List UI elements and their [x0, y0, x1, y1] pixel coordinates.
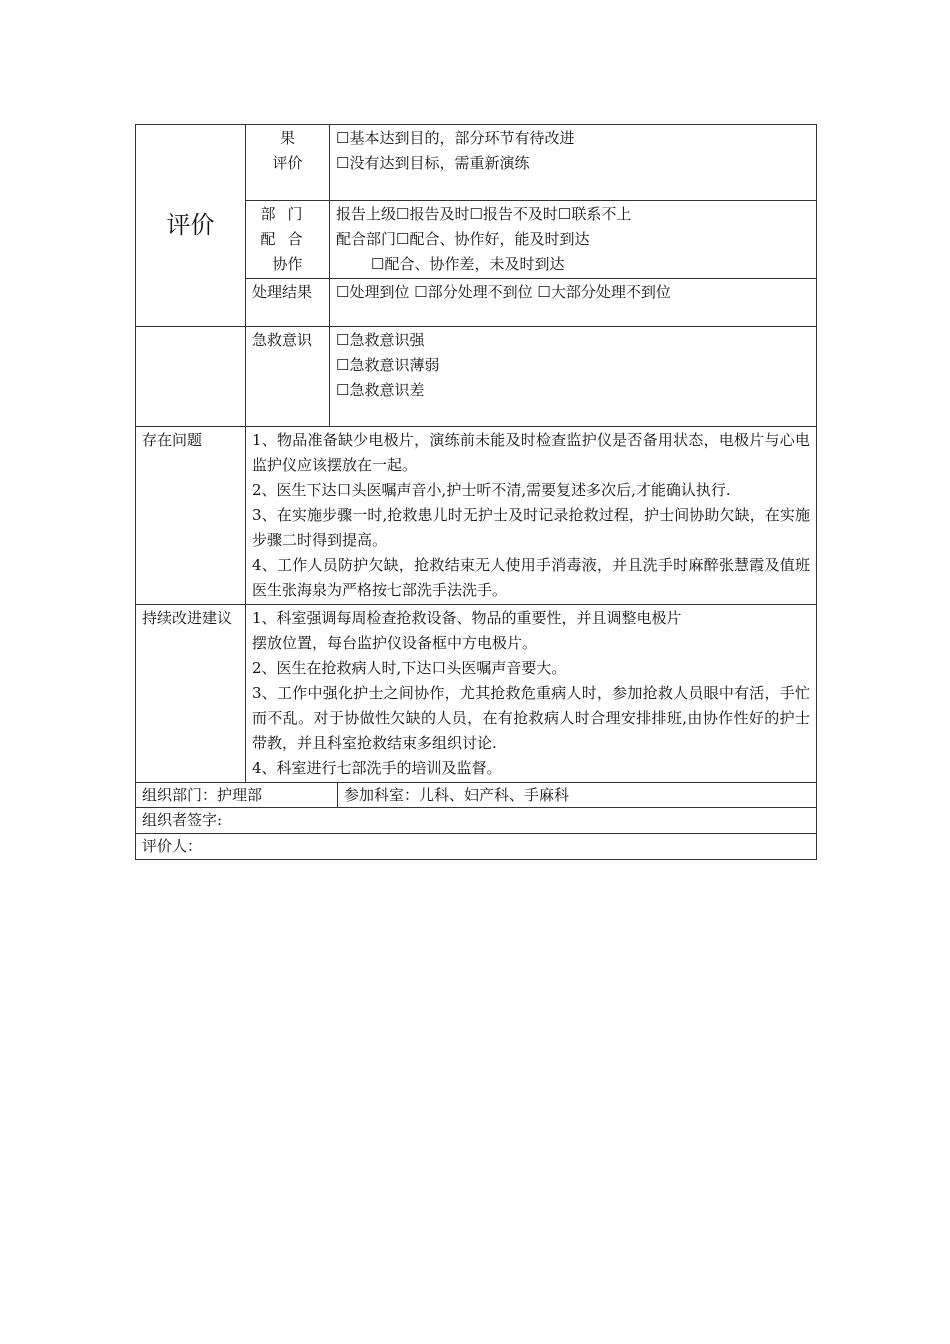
dept-coop-label-line2: 配合 [260, 230, 315, 248]
dept-coop-label-line1: 部门 [260, 205, 315, 223]
improvement-item-4: 4、科室进行七部洗手的培训及监督。 [252, 759, 502, 777]
row-organizer-sign [136, 808, 817, 834]
dept-coop-label-line3: 协作 [272, 255, 303, 273]
first-aid-option-2: ☐急救意识薄弱 [336, 356, 440, 374]
result-eval-option-1: ☐基本达到目的，部分环节有待改进 [336, 129, 575, 147]
first-aid-options [330, 327, 817, 427]
result-eval-label-line2: 评价 [272, 154, 303, 172]
form-table [135, 124, 817, 860]
evaluator-cell: 评价人： [136, 834, 817, 860]
row-problems [136, 427, 817, 605]
row-improvement [136, 605, 817, 783]
row-evaluator [136, 834, 817, 860]
section-label-eval: 评价 [136, 125, 246, 327]
first-aid-option-1: ☐急救意识强 [336, 331, 425, 349]
handling-options: ☐处理到位 ☐部分处理不到位 ☐大部分处理不到位 [330, 279, 817, 327]
evaluation-form [135, 124, 816, 860]
org-dept-cell: 组织部门：护理部 [136, 783, 338, 808]
problems-label: 存在问题 [136, 427, 246, 605]
participants-cell: 参加科室：儿科、妇产科、手麻科 [338, 783, 817, 808]
improvement-item-1-cont: 摆放位置，每台监护仪设备框中方电极片。 [252, 634, 538, 652]
result-eval-option-2: ☐没有达到目标，需重新演练 [336, 154, 530, 172]
dept-coop-label [246, 201, 330, 279]
result-eval-label [246, 125, 330, 201]
organizer-sign-cell: 组织者签字: [136, 808, 817, 834]
row-first-aid [136, 327, 817, 427]
problem-item-4: 4、工作人员防护欠缺，抢救结束无人使用手消毒液，并且洗手时麻醉张慧霞及值班医生张海泉为严格按七部洗手法洗手。 [252, 556, 811, 599]
problem-item-2: 2、医生下达口头医嘱声音小,护士听不清,需要复述多次后,才能确认执行. [252, 481, 731, 499]
problems-content [246, 427, 817, 605]
first-aid-blank [136, 327, 246, 427]
handling-label: 处理结果 [246, 279, 330, 327]
first-aid-label: 急救意识 [246, 327, 330, 427]
improvement-item-3: 3、工作中强化护士之间协作，尤其抢救危重病人时，参加抢救人员眼中有活，手忙而不乱。对于协做性欠缺的人员，在有抢救病人时合理安排排班,由协作性好的护士带教，并且科室抢救结束多组织讨论. [252, 684, 811, 752]
improvement-content [246, 605, 817, 783]
improvement-item-1: 1、科室强调每周检查抢救设备、物品的重要性，并且调整电极片 [252, 609, 682, 627]
dept-coop-line2: 配合部门☐配合、协作好，能及时到达 [336, 230, 590, 248]
improvement-label: 持续改进建议 [136, 605, 246, 783]
result-eval-label-line1: 果 [279, 129, 295, 147]
result-eval-options [330, 125, 817, 201]
row-org-dept [136, 783, 817, 808]
problem-item-1: 1、物品准备缺少电极片，演练前未能及时检查监护仪是否备用状态，电极片与心电监护仪应该摆放在一起。 [252, 431, 811, 474]
dept-coop-content [330, 201, 817, 279]
row-result-eval [136, 125, 817, 201]
problem-item-3: 3、在实施步骤一时,抢救患儿时无护士及时记录抢救过程，护士间协助欠缺，在实施步骤二时得到提高。 [252, 506, 811, 549]
improvement-item-2: 2、医生在抢救病人时,下达口头医嘱声音要大。 [252, 659, 567, 677]
first-aid-option-3: ☐急救意识差 [336, 381, 425, 399]
dept-coop-line1: 报告上级☐报告及时☐报告不及时☐联系不上 [336, 205, 632, 223]
dept-coop-line3: ☐配合、协作差，未及时到达 [371, 255, 565, 273]
